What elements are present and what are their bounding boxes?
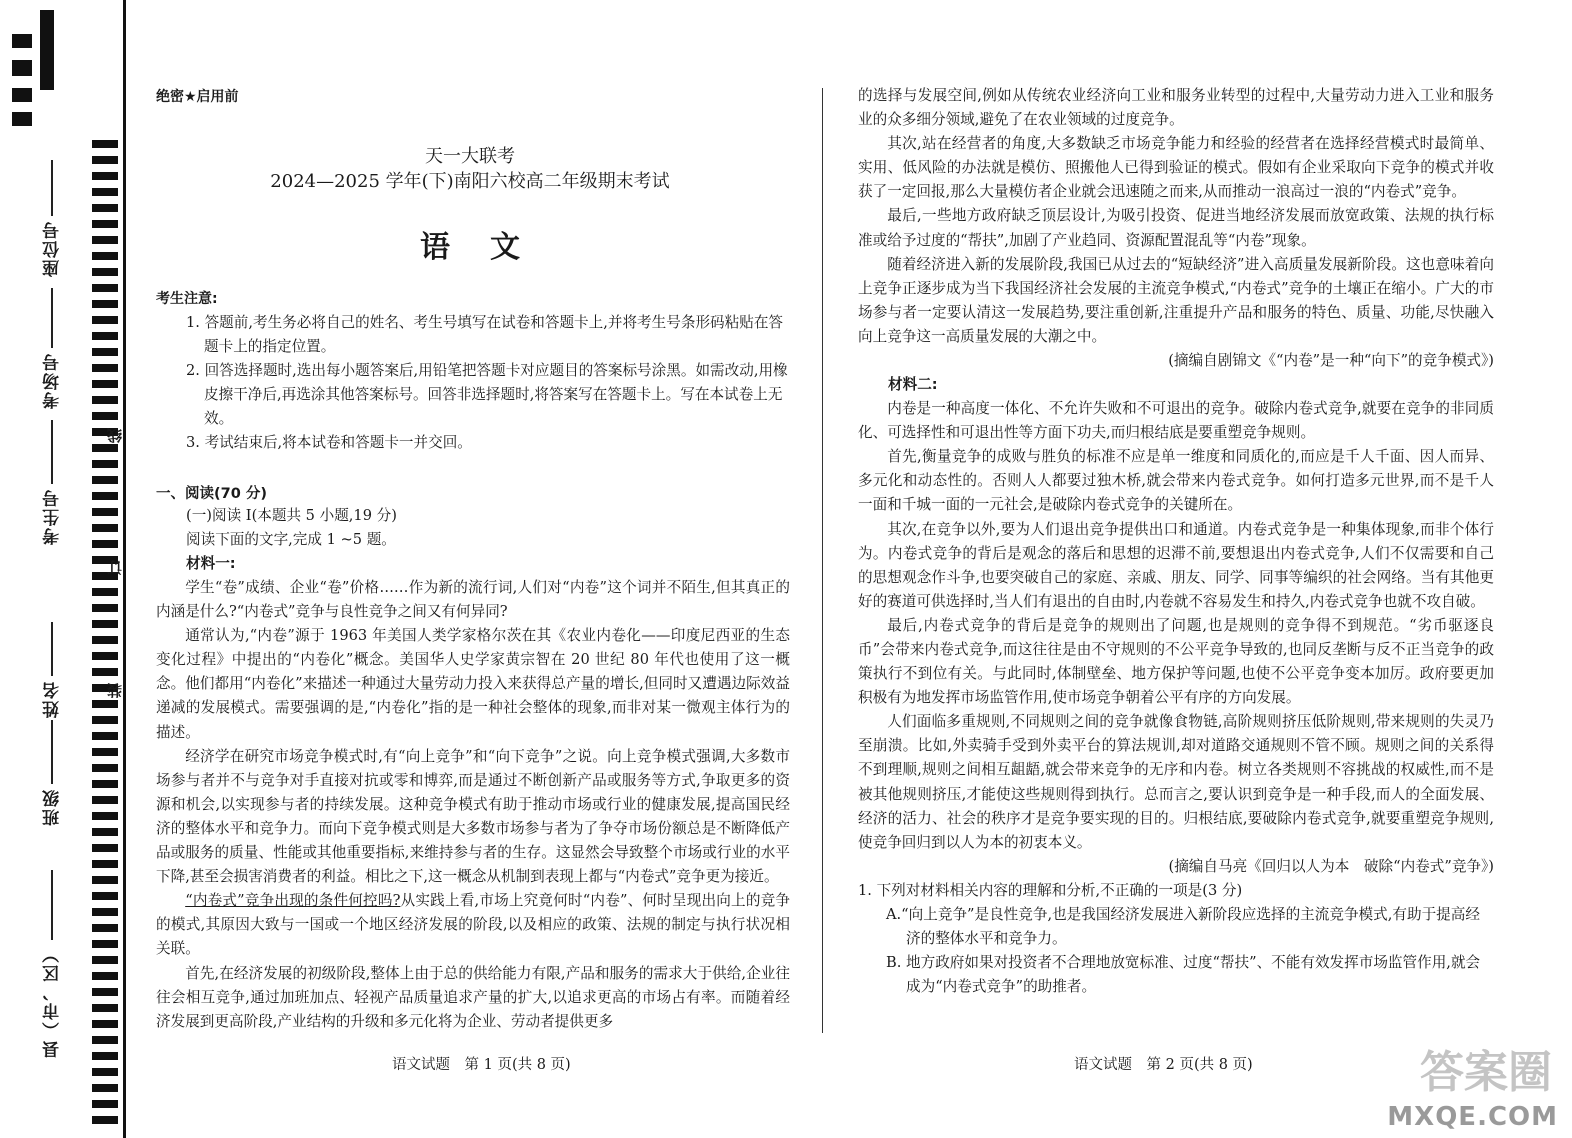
paragraph: 最后,内卷式竞争的背后是竞争的规则出了问题,也是规则的竞争得不到规范。“劣币驱逐良币”会带来内卷式竞争,而这往往是由不守规则的不公平竞争导致的,也同反垄断与反不正当竞争的政策执行不到位有关。与此同时,体制壁垒、地方保护等问题,也使不公平竞争变本加厉。政府要更加积极有为地发挥市场监管作用,使市场竞争朝着公平有序的方向发展。 bbox=[858, 616, 1494, 707]
material-two-label: 材料二: bbox=[888, 376, 938, 394]
confidential-label: 绝密★启用前 bbox=[156, 89, 239, 105]
binding-mark bbox=[12, 88, 32, 102]
binding-stripe bbox=[92, 460, 118, 468]
paragraph: 其次,在竞争以外,要为人们退出竞争提供出口和通道。内卷式竞争是一种集体现象,而非个体行为。内卷式竞争的背后是观念的落后和思想的迟滞不前,要想退出内卷式竞争,人们不仅需要和自己的思想观念作斗争,也要突破自己的家庭、亲戚、朋友、同学、同事等编织的社会网络。当有其他更好的赛道可供选择时,当人们有退出的自由时,内卷就不容易发生和持久,内卷式竞争也就不攻自破。 bbox=[858, 520, 1494, 610]
field-name-blank[interactable] bbox=[52, 622, 54, 676]
watermark-logo: 答案圈 bbox=[1420, 1047, 1552, 1098]
binding-stripe bbox=[92, 844, 118, 852]
binding-mark bbox=[12, 60, 32, 76]
binding-stripe bbox=[92, 1036, 118, 1044]
field-county-blank[interactable] bbox=[52, 870, 54, 940]
binding-stripe bbox=[92, 300, 118, 308]
paragraph: 随着经济进入新的发展阶段,我国已从过去的“短缺经济”进入高质量发展新阶段。这也意味着向上竞争正逐步成为当下我国经济社会发展的主流竞争模式,“内卷式”竞争的土壤正在缩小。广大的市场参与者一定要认清这一发展趋势,要注重创新,注重提升产品和服务的特色、质量、功能,尽快融入向上竞争这一高质量发展的大潮之中。 bbox=[858, 255, 1494, 345]
binding-stripe bbox=[92, 1020, 118, 1028]
binding-stripe bbox=[92, 972, 118, 980]
binding-stripe bbox=[92, 1116, 118, 1124]
sub-section-heading: (一)阅读 I(本题共 5 小题,19 分) bbox=[186, 507, 397, 524]
binding-stripe bbox=[92, 988, 118, 996]
paragraph: 的选择与发展空间,例如从传统农业经济向工业和服务业转型的过程中,大量劳动力进入工业和服务业的众多细分领域,避免了在农业领域的过度竞争。 bbox=[858, 87, 1494, 129]
field-room bbox=[40, 288, 65, 409]
subject-title: 语文 bbox=[420, 230, 560, 265]
field-class-label: 班级 bbox=[43, 788, 63, 826]
binding-stripe bbox=[92, 332, 118, 340]
cut-mark-pack: 装 bbox=[106, 683, 124, 698]
field-room-label: 考场号 bbox=[43, 352, 63, 409]
binding-stripe bbox=[92, 172, 118, 180]
binding-stripe bbox=[92, 940, 118, 948]
binding-stripe bbox=[92, 764, 118, 772]
binding-mark bbox=[12, 112, 32, 126]
section-heading: 一、阅读(70 分) bbox=[156, 486, 267, 502]
binding-stripe bbox=[92, 220, 118, 228]
binding-stripe bbox=[92, 444, 118, 452]
paragraph: 通常认为,“内卷”源于 1963 年美国人类学家格尔茨在其《农业内卷化——印度尼西亚的生态变化过程》中提出的“内卷化”概念。美国华人史学家黄宗智在 20 世纪 80 年代也使用了这一概念。他们都用“内卷化”来描述一种通过大量劳动力投入来获得总产量的增长,但同时又遭遇边际效益递减的发展模式。需要强调的是,“内卷化”指的是一种社会整体的现象,而非对某一微观主体行为的描述。 bbox=[156, 627, 791, 741]
source-citation: (摘编自剧锦文《“内卷”是一种“向下”的竞争模式》) bbox=[1168, 352, 1494, 370]
field-name bbox=[40, 622, 65, 718]
field-county bbox=[40, 870, 65, 1058]
exam-organizer: 天一大联考 bbox=[425, 146, 515, 167]
binding-stripe bbox=[92, 1004, 118, 1012]
binding-stripe bbox=[92, 412, 118, 420]
binding-stripe bbox=[92, 508, 118, 516]
paragraph: 人们面临多重规则,不同规则之间的竞争就像食物链,高阶规则挤压低阶规则,带来规则的失灵乃至崩溃。比如,外卖骑手受到外卖平台的算法规训,却对道路交通规则不管不顾。规则之间的关系得不到理顺,规则之间相互龃龉,就会带来竞争的无序和内卷。树立各类规则不容挑战的权威性,而不是被其他规则挤压,才能使这些规则得到执行。总而言之,要认识到竞争是一种手段,而人的全面发展、经济的活力、社会的秩序才是竞争要实现的目的。归根结底,要破除内卷式竞争,就要重塑竞争规则,使竞争回归到以人为本的初衷本义。 bbox=[858, 713, 1494, 851]
binding-stripe bbox=[92, 1084, 118, 1092]
binding-stripe bbox=[92, 652, 118, 660]
paragraph: 经济学在研究市场竞争模式时,有“向上竞争”和“向下竞争”之说。向上竞争模式强调,大多数市场参与者并不与竞争对手直接对抗或零和博弈,而是通过不断创新产品或服务等方式,争取更多的资源和机会,以实现参与者的持续发展。这种竞争模式有助于推动市场或行业的健康发展,提高国民经济的整体水平和竞争力。而向下竞争模式则是大多数市场参与者为了争夺市场份额总是不断降低产品或服务的质量、性能或其他重要指标,来维持参与者的生存。这显然会导致整个市场或行业的水平下降,甚至会损害消费者的利益。相比之下,这一概念从机制到表现上都与“内卷式”竞争更为接近。 bbox=[156, 747, 790, 886]
binding-stripe bbox=[92, 476, 118, 484]
field-seat-label: 座位号 bbox=[43, 220, 63, 277]
page-footer-right: 语文试题 第 2 页(共 8 页) bbox=[1074, 1057, 1253, 1073]
page-footer-left: 语文试题 第 1 页(共 8 页) bbox=[392, 1057, 571, 1073]
watermark-site: MXQE.COM bbox=[1387, 1102, 1558, 1132]
binding-stripe bbox=[92, 396, 118, 404]
binding-stripe bbox=[92, 700, 118, 708]
binding-stripe bbox=[92, 1068, 118, 1076]
paragraph-text: 从实践上看,市场上究竟何时“内卷”、何时呈现出向上的竞争的模式,其原因大致与一国或一个地区经济发展的阶段,以及相应的政策、法规的制定与执行状况相关联。 bbox=[156, 892, 790, 958]
notice-item: 3. 考试结束后,将本试卷和答题卡一并交回。 bbox=[186, 434, 472, 451]
binding-stripe bbox=[92, 748, 118, 756]
binding-stripe bbox=[92, 316, 118, 324]
answer-option-a[interactable]: A.“向上竞争”是良性竞争,也是我国经济发展进入新阶段应选择的主流竞争模式,有助于提高经济的整体水平和竞争力。 bbox=[886, 905, 1480, 947]
field-seat-blank[interactable] bbox=[52, 160, 54, 216]
notice-item: 1. 答题前,考生务必将自己的姓名、考生号填写在试卷和答题卡上,并将考生号条形码粘贴在答题卡上的指定位置。 bbox=[186, 314, 784, 355]
field-exam-number-blank[interactable] bbox=[52, 420, 54, 484]
binding-stripe bbox=[92, 908, 118, 916]
binding-stripe bbox=[92, 716, 118, 724]
material-one-label: 材料一: bbox=[186, 555, 236, 572]
notice-list bbox=[186, 311, 790, 455]
source-citation: (摘编自马亮《回归以人为本 破除“内卷式”竞争》) bbox=[1168, 857, 1494, 875]
binding-stripe bbox=[92, 380, 118, 388]
binding-stripe bbox=[92, 812, 118, 820]
binding-stripe bbox=[92, 1100, 118, 1108]
binding-mark bbox=[12, 34, 32, 48]
binding-stripe bbox=[92, 348, 118, 356]
notice-heading: 考生注意: bbox=[156, 291, 218, 307]
cut-mark-line: 线 bbox=[106, 428, 124, 443]
binding-stripe bbox=[92, 268, 118, 276]
question-stem: 1. 下列对材料相关内容的理解和分析,不正确的一项是(3 分) bbox=[858, 881, 1243, 899]
paragraph: 学生“卷”成绩、企业“卷”价格……作为新的流行词,人们对“内卷”这个词并不陌生,但其真正的内涵是什么?“内卷式”竞争与良性竞争之间又有何异同? bbox=[156, 579, 790, 621]
binding-stripe bbox=[92, 732, 118, 740]
paragraph: 最后,一些地方政府缺乏顶层设计,为吸引投资、促进当地经济发展而放宽政策、法规的执行标准或给予过度的“帮扶”,加剧了产业趋同、资源配置混乱等“内卷”现象。 bbox=[858, 207, 1494, 249]
instruction-text: 阅读下面的文字,完成 1 ~5 题。 bbox=[186, 531, 396, 548]
field-seat bbox=[40, 160, 65, 277]
binding-margin bbox=[0, 0, 128, 1138]
binding-stripe bbox=[92, 204, 118, 212]
binding-stripe bbox=[92, 892, 118, 900]
binding-stripe bbox=[92, 140, 118, 148]
binding-stripe bbox=[92, 860, 118, 868]
field-exam-number-label: 考生号 bbox=[43, 488, 63, 545]
reading-material-two bbox=[858, 84, 1494, 999]
binding-stripe bbox=[92, 956, 118, 964]
paragraph: 首先,衡量竞争的成败与胜负的标准不应是单一维度和同质化的,而应是千人千面、因人而异、多元化和动态性的。否则人人都要过独木桥,就会带来内卷式竞争。如何打造多元世界,而不是千人一面和千城一面的一元社会,是破除内卷式竞争的关键所在。 bbox=[858, 448, 1494, 514]
field-class bbox=[40, 720, 65, 826]
notice-item: 2. 回答选择题时,选出每小题答案后,用铅笔把答题卡对应题目的答案标号涂黑。如需改动,用橡皮擦干净后,再选涂其他答案标号。回答非选择题时,将答案写在答题卡上。写在本试卷上无效。 bbox=[186, 362, 788, 427]
binding-stripe bbox=[92, 524, 118, 532]
binding-stripe bbox=[92, 252, 118, 260]
field-name-label: 姓名 bbox=[43, 680, 63, 718]
exam-title: 2024—2025 学年(下)南阳六校高二年级期末考试 bbox=[270, 171, 670, 192]
binding-stripe bbox=[92, 588, 118, 596]
underlined-question: “内卷式”竞争出现的条件何控吗? bbox=[185, 892, 401, 910]
binding-stripe bbox=[92, 188, 118, 196]
binding-stripe bbox=[92, 924, 118, 932]
paragraph bbox=[156, 889, 790, 961]
binding-stripe bbox=[92, 828, 118, 836]
binding-stripe bbox=[92, 492, 118, 500]
paragraph: 内卷是一种高度一体化、不允许失败和不可退出的竞争。破除内卷式竞争,就要在竞争的非同质化、可选择性和可退出性等方面下功夫,而归根结底是要重塑竞争规则。 bbox=[858, 400, 1494, 442]
field-room-blank[interactable] bbox=[52, 288, 54, 348]
binding-stripe bbox=[92, 604, 118, 612]
field-class-blank[interactable] bbox=[52, 720, 54, 784]
binding-bar bbox=[40, 10, 54, 90]
binding-stripe bbox=[92, 284, 118, 292]
binding-stripe bbox=[92, 1052, 118, 1060]
binding-stripe bbox=[92, 780, 118, 788]
binding-stripe bbox=[92, 540, 118, 548]
column-divider bbox=[822, 88, 823, 1033]
binding-stripe bbox=[92, 620, 118, 628]
reading-material-one bbox=[156, 504, 790, 1034]
binding-stripe bbox=[92, 156, 118, 164]
paragraph: 其次,站在经营者的角度,大多数缺乏市场竞争能力和经验的经营者在选择经营模式时最简单、实用、低风险的办法就是模仿、照搬他人已得到验证的模式。假如有企业采取向下竞争的模式并收获了一定回报,那么大量模仿者企业就会迅速随之而来,从而推动一浪高过一浪的“内卷式”竞争。 bbox=[858, 135, 1494, 201]
binding-stripe bbox=[92, 636, 118, 644]
binding-stripe bbox=[92, 236, 118, 244]
field-exam-number bbox=[40, 420, 65, 545]
answer-option-b[interactable]: B. 地方政府如果对投资者不合理地放宽标准、过度“帮扶”、不能有效发挥市场监管作用,就会成为“内卷式竞争”的助推者。 bbox=[886, 953, 1481, 995]
paragraph: 首先,在经济发展的初级阶段,整体上由于总的供给能力有限,产品和服务的需求大于供给,企业往往会相互竞争,通过加班加点、轻视产品质量追求产量的扩大,以追求更高的市场占有率。而随着经济发展到更高阶段,产业结构的升级和多元化将为企业、劳动者提供更多 bbox=[156, 964, 790, 1030]
cut-mark-bind: 订 bbox=[106, 560, 124, 575]
binding-stripe bbox=[92, 876, 118, 884]
binding-stripe bbox=[92, 668, 118, 676]
binding-stripe bbox=[92, 364, 118, 372]
binding-stripe bbox=[92, 796, 118, 804]
field-county-label: 县（市、区） bbox=[43, 944, 63, 1058]
